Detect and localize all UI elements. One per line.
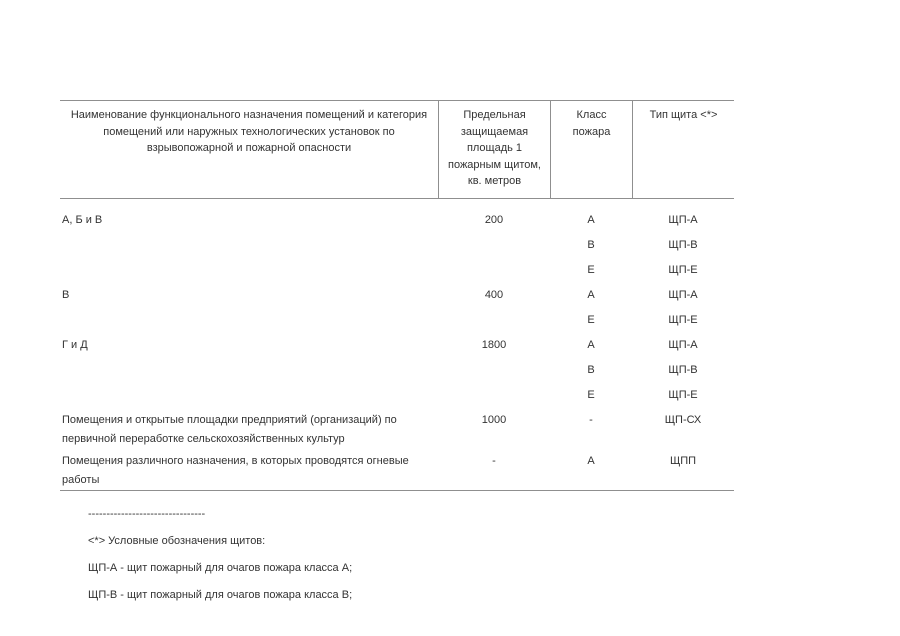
shield-type-cell	[632, 449, 734, 474]
shield-type-value: ЩП-В	[668, 238, 698, 251]
header-cell-protected-area: Предельная защищаемая площадь 1 пожарным щитом, кв. метров	[438, 101, 550, 198]
table-header-row	[60, 100, 734, 199]
protected-area-cell: 1800	[481, 338, 507, 351]
fire-class-cell	[550, 449, 632, 474]
shield-type-value: ЩП-А	[668, 288, 698, 301]
table-row	[60, 333, 734, 408]
fire-class-cell	[550, 333, 632, 408]
footnote-item: ЩП-А - щит пожарный для очагов пожара класса А;	[88, 561, 353, 574]
table-body	[60, 199, 734, 491]
fire-class-value: А	[587, 454, 595, 467]
shield-type-value: ЩП-Е	[668, 263, 698, 276]
fire-class-cell	[550, 408, 632, 433]
fire-class-value: А	[587, 288, 595, 301]
room-category-cell: Помещения различного назначения, в которых проводятся огневые работы	[62, 454, 409, 486]
shield-type-cell	[632, 208, 734, 283]
fire-class-value: Е	[587, 263, 595, 276]
fire-class-cell	[550, 208, 632, 283]
header-cell-shield-type: Тип щита <*>	[632, 101, 734, 198]
fire-class-value: Е	[587, 313, 595, 326]
fire-class-value: -	[589, 413, 593, 426]
room-category-cell: Помещения и открытые площадки предприятий (организаций) по первичной переработке сельскохозяйственных культур	[62, 413, 397, 445]
header-cell-room-category: Наименование функционального назначения помещений и категория помещений или наружных технологических установок по взрывопожарной и пожарной опасности	[70, 109, 428, 154]
shield-type-value: ЩП-В	[668, 363, 698, 376]
shield-type-value: ЩП-СХ	[664, 413, 702, 426]
shield-type-value: ЩП-А	[668, 338, 698, 351]
shield-type-value: ЩП-А	[668, 213, 698, 226]
room-category-cell: Г и Д	[62, 338, 88, 351]
shield-type-cell	[632, 333, 734, 408]
footnotes	[60, 491, 734, 605]
fire-class-value: В	[587, 238, 595, 251]
footnote-legend-title: <*> Условные обозначения щитов:	[88, 534, 266, 547]
fire-shield-regulation-table	[60, 100, 734, 613]
protected-area-cell: 200	[484, 213, 504, 226]
footnote-separator: --------------------------------	[88, 507, 206, 520]
fire-class-cell	[550, 283, 632, 333]
table-row	[60, 408, 734, 449]
table-row	[60, 449, 734, 490]
fire-class-value: В	[587, 363, 595, 376]
room-category-cell: В	[62, 288, 70, 301]
shield-type-value: ЩП-Е	[668, 388, 698, 401]
shield-type-cell	[632, 408, 734, 433]
footnote-item: ЩП-В - щит пожарный для очагов пожара класса В;	[88, 588, 353, 601]
shield-type-cell	[632, 283, 734, 333]
fire-class-value: Е	[587, 388, 595, 401]
protected-area-cell: 400	[484, 288, 504, 301]
shield-type-value: ЩП-Е	[668, 313, 698, 326]
fire-class-value: А	[587, 338, 595, 351]
fire-class-value: А	[587, 213, 595, 226]
table-row	[60, 208, 734, 283]
room-category-cell: А, Б и В	[62, 213, 103, 226]
table-row	[60, 283, 734, 333]
protected-area-cell: -	[492, 454, 496, 467]
shield-type-value: ЩПП	[669, 454, 697, 467]
header-cell-fire-class: Класс пожара	[550, 101, 632, 198]
protected-area-cell: 1000	[481, 413, 507, 426]
